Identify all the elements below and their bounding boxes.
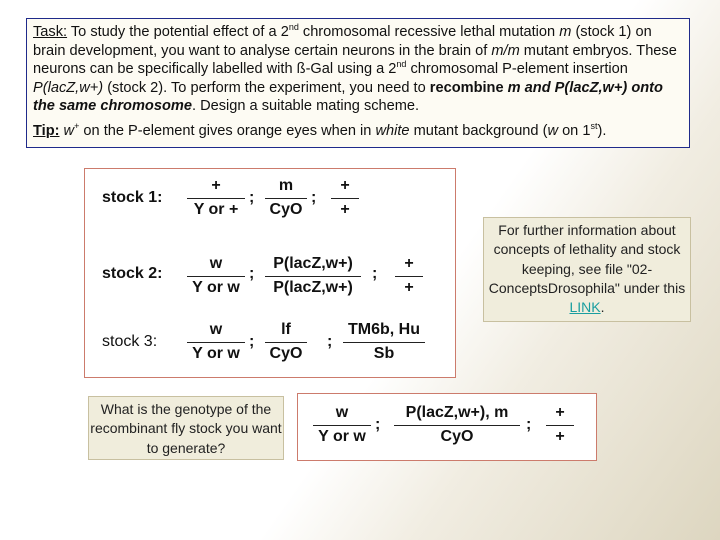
tip-label: Tip: [33,122,60,139]
genotype-top: + [331,177,359,199]
genotype-bottom: Y or w [318,428,366,445]
stock3-label: stock 3: [102,333,158,350]
stock1-label: stock 1: [102,189,163,206]
genotype-fraction [546,404,574,446]
task-box [26,18,690,148]
genotype-top: TM6b, Hu [343,321,425,343]
genotype-bottom: Y or w [192,279,240,296]
question-text: What is the genotype of the recombinant fly stock you want to generate? [90,401,282,456]
semicolon: ; [526,416,532,433]
semicolon: ; [372,265,378,282]
genotype-bottom: + [404,279,414,296]
info-text: . [600,299,605,316]
tip-text: mutant background ( [409,122,548,139]
task-text: chromosomal P-element insertion [406,61,628,78]
tip-italic: w [547,122,559,139]
genotype-fraction [313,404,371,446]
semicolon: ; [249,333,255,350]
answer-panel [297,393,597,461]
genotype-fraction [343,321,425,363]
task-italic: P(lacZ,w+) [33,79,104,96]
genotype-bottom: + [555,428,565,445]
genotype-bottom: CyO [269,201,303,218]
genotype-fraction [265,177,307,219]
genotype-fraction [265,321,307,363]
genotype-fraction [394,404,520,446]
task-bold: recombine [429,79,504,96]
tip-text: on 1 [558,122,591,139]
genotype-bottom: + [340,201,350,218]
genotype-bottom: Y or w [192,345,240,362]
genotype-bottom: CyO [440,428,474,445]
genotype-top: + [187,177,245,199]
task-label: Task: [33,24,68,40]
info-box [483,217,691,322]
superscript: nd [288,22,299,33]
genotype-fraction [187,321,245,363]
task-text: mutant embryos. These neurons can be specifically labelled with ß-Gal using a 2 [33,42,677,78]
genotype-bottom: Sb [373,345,395,362]
semicolon: ; [375,416,381,433]
genotype-bottom: CyO [269,345,303,362]
superscript: st [590,121,598,132]
tip-text: ). [597,122,607,139]
genotype-top: + [546,404,574,426]
genotype-fraction [265,255,361,297]
genotype-fraction [187,255,245,297]
task-bold-italic: m and P(lacZ,w+) onto the same chromosome [33,79,663,115]
genotype-top: P(lacZ,w+) [265,255,361,277]
stocks-panel [84,168,456,378]
genotype-bottom: Y or + [193,201,239,218]
link[interactable]: LINK [569,299,601,316]
semicolon: ; [311,189,317,206]
task-italic: m/m [491,42,520,59]
genotype-fraction [187,177,245,219]
stock2-label: stock 2: [102,265,163,282]
genotype-top: + [395,255,423,277]
task-text: chromosomal recessive lethal mutation [298,24,560,40]
task-text: . Design a suitable mating scheme. [191,98,420,115]
genotype-top: w [187,255,245,277]
semicolon: ; [249,265,255,282]
task-text: To study the potential effect of a 2 [67,24,289,40]
genotype-top: w [187,321,245,343]
superscript: nd [396,59,407,70]
superscript: + [74,121,80,132]
genotype-top: lf [265,321,307,343]
task-text: (stock 2). To perform the experiment, you need to [103,79,430,96]
info-text: For further information about concepts of lethality and stock keeping, see file "02-ConceptsDrosophila" under this [488,222,686,296]
genotype-top: P(lacZ,w+), m [394,404,520,426]
genotype-fraction [395,255,423,297]
genotype-top: m [265,177,307,199]
genotype-bottom: P(lacZ,w+) [273,279,353,296]
tip-italic: white [375,122,410,139]
task-paragraph [33,23,683,116]
semicolon: ; [327,333,333,350]
semicolon: ; [249,189,255,206]
task-text: (stock 1) on brain development, you want to analyse certain neurons in the brain of [33,24,652,59]
tip-italic: w [63,122,75,139]
tip-paragraph [33,122,683,141]
genotype-fraction [331,177,359,219]
genotype-top: w [313,404,371,426]
tip-text: on the P-element gives orange eyes when in [79,122,376,139]
task-italic: m [559,24,572,40]
question-box [88,396,284,460]
